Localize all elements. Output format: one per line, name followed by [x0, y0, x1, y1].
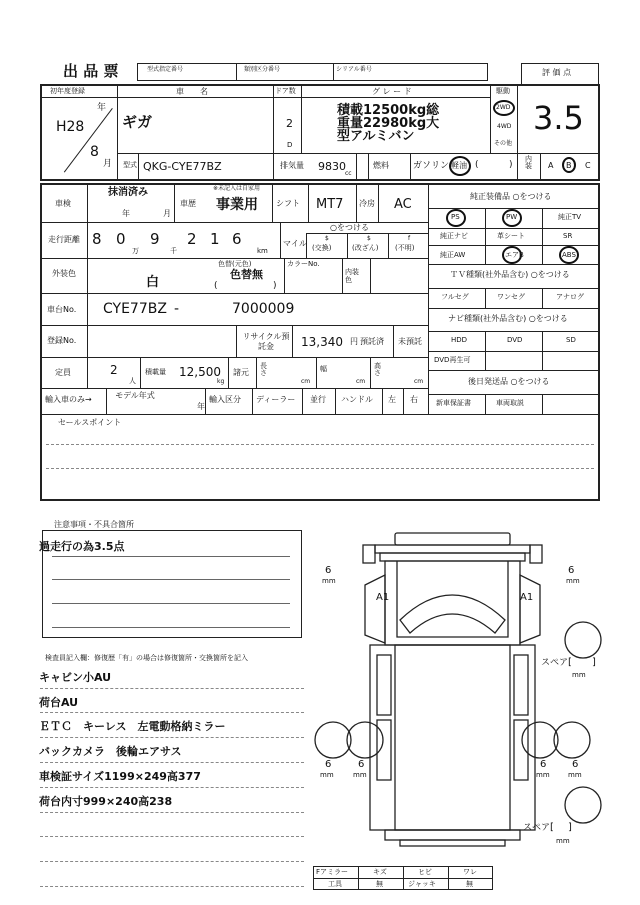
doors-value: 2: [286, 117, 293, 130]
damage-mark-right: A1: [520, 592, 534, 603]
inspector-item-5: 車検証サイズ1199×249高377: [39, 770, 201, 783]
category-label: 類別区分番号: [244, 66, 281, 73]
mileage-digit-5: 1: [210, 230, 220, 248]
mileage-digit-4: 2: [187, 230, 197, 248]
mile-label: マイル: [283, 239, 307, 248]
mileage-label: 走行距離: [48, 235, 80, 244]
nav-hdd: HDD: [451, 336, 468, 344]
grade-label: グ レ ー ド: [372, 87, 412, 96]
grade-line-2: 重量22980kg大: [337, 116, 440, 131]
registration-label: 登録No.: [47, 336, 77, 345]
equip-aw: 純正AW: [440, 251, 466, 259]
mileage-digit-2: 0: [116, 230, 126, 248]
inspector-item-1: キャビン小AU: [39, 671, 112, 684]
height-label: 高さ: [374, 362, 381, 377]
length-label: 長さ: [260, 362, 267, 377]
grade-line-1: 積載12500kg総: [337, 103, 440, 118]
after-title: 後日発送品 ○をつける: [468, 377, 550, 386]
fuel-label: 燃料: [373, 161, 389, 170]
model-label: 型式: [123, 161, 137, 169]
mileage-circle-note: ○をつける: [330, 223, 369, 232]
width-label: 幅: [320, 365, 327, 373]
doors-label: ドア数: [275, 87, 296, 95]
nav-sd: SD: [566, 336, 576, 344]
tv-oneseg: ワンセグ: [497, 293, 525, 301]
nav-dvd: DVD: [507, 336, 523, 344]
mileage-digit-6: 6: [232, 230, 242, 248]
fuel-diesel: 軽油: [451, 161, 467, 170]
inspection-label: 車検: [55, 199, 71, 208]
score-value: 3.5: [533, 99, 584, 137]
displacement-label: 排気量: [280, 161, 304, 170]
first-reg-era: H28: [56, 119, 85, 135]
recycle-label: リサイクル預託金: [242, 332, 290, 351]
legend-r1: 工具: [328, 880, 342, 888]
import-parallel: 並行: [310, 395, 326, 404]
equip-pw: PW: [506, 213, 518, 221]
mileage-digit-3: 9: [150, 230, 160, 248]
legend-h2: キズ: [373, 868, 387, 876]
inspection-status: 抹消済み: [108, 187, 148, 198]
tire-rear-left-outer: 6: [325, 759, 332, 770]
equip-nav: 純正ナビ: [440, 232, 468, 240]
interior-label: 内装: [525, 155, 532, 170]
note-line-1: 過走行の為3.5点: [39, 540, 125, 553]
import-dealer: ディーラー: [256, 395, 296, 404]
notes-title: 注意事項・不具合箇所: [54, 520, 134, 529]
equip-ps: PS: [451, 213, 460, 221]
ac-value: AC: [394, 197, 412, 212]
equipment-title: 純正装備品 ○をつける: [470, 192, 552, 201]
spare-front-label: スペア: [541, 658, 569, 668]
equip-sr: SR: [563, 232, 573, 240]
nav-title: ナビ種類(社外品含む) ○をつける: [448, 314, 568, 323]
inspector-item-2: 荷台AU: [39, 696, 79, 709]
legend-h3: ヒビ: [418, 868, 432, 876]
inspector-item-3: ＥＴＣ キーレス 左電動格納ミラー: [39, 720, 226, 733]
chassis-label: 車台No.: [47, 305, 77, 314]
capacity-label: 定員: [55, 368, 71, 377]
tire-front-right-value: 6: [568, 565, 575, 576]
ac-label: 冷房: [359, 199, 375, 208]
dvd-playback: DVD再生可: [434, 356, 471, 364]
model-value: QKG-CYE77BZ: [143, 160, 222, 173]
equip-airbag: エアB: [505, 251, 524, 259]
model-year-label: モデル年式: [115, 391, 155, 400]
inspector-item-4: バックカメラ 後輪エアサス: [39, 745, 182, 758]
inspector-item-6: 荷台内寸999×240高238: [39, 795, 173, 808]
repaint-label: 色替(元色): [218, 260, 252, 268]
first-reg-label: 初年度登録: [50, 87, 85, 95]
chassis-number: 7000009: [232, 301, 295, 317]
legend-r4: 無: [466, 880, 473, 888]
recycle-deposited: 預託済: [360, 337, 384, 346]
history-label: 車歴: [180, 199, 196, 208]
first-reg-month: 8: [90, 144, 99, 160]
shift-label: シフト: [276, 199, 300, 208]
equip-abs: ABS: [562, 251, 576, 259]
import-label: 輸入車のみ→: [45, 395, 92, 404]
drive-4wd: 4WD: [497, 123, 512, 130]
serial-label: シリアル番号: [336, 66, 372, 73]
sales-point-label: セールスポイント: [58, 418, 122, 427]
after-manual: 車両取説: [496, 399, 524, 407]
drive-label: 駆動: [496, 87, 510, 95]
legend-h1: Fアミラー: [316, 868, 349, 876]
exterior-color: 白: [146, 275, 160, 290]
dims-label: 諸元: [233, 368, 249, 377]
drive-other: その他: [494, 140, 513, 147]
fuel-gasoline: ガソリン: [413, 161, 450, 171]
history-value: 事業用: [216, 197, 258, 213]
legend-r2: 無: [376, 880, 383, 888]
displacement-value: 9830: [318, 160, 346, 173]
capacity-value: 2: [110, 363, 118, 377]
drive-2wd: 2WD: [496, 104, 511, 111]
tv-analog: アナログ: [556, 293, 584, 301]
repaint-value: 色替無: [230, 268, 263, 281]
damage-mark-left: A1: [376, 592, 390, 603]
inspector-title: 検査員記入欄：修復歴「有」の場合は修復箇所・交換箇所を記入: [45, 654, 248, 662]
handle-right: 右: [410, 395, 418, 404]
interior-color-label: 内装色: [345, 268, 359, 285]
legend-r3: ジャッキ: [408, 880, 436, 888]
score-label: 評 価 点: [542, 68, 572, 77]
exterior-color-label: 外装色: [52, 269, 76, 278]
after-warranty: 新車保証書: [436, 399, 471, 407]
recycle-not-deposited: 未預託: [398, 337, 422, 346]
equip-leather: 革シート: [497, 232, 525, 240]
grade-line-3: 型アルミバン: [337, 129, 415, 144]
handle-left: 左: [388, 395, 396, 404]
history-note: ※未記入は自家用: [213, 185, 261, 192]
import-class-label: 輸入区分: [209, 395, 241, 404]
mileage-digit-1: 8: [92, 230, 102, 248]
equip-tv: 純正TV: [558, 213, 582, 221]
load-label: 積載量: [145, 368, 166, 376]
car-name: ギガ: [122, 113, 153, 131]
tire-rear-right-inner: 6: [540, 759, 547, 770]
recycle-amount: 13,340: [301, 335, 343, 349]
car-name-label: 車 名: [176, 87, 208, 96]
color-no-label: カラーNo.: [287, 260, 320, 268]
chassis-prefix: CYE77BZ: [103, 301, 167, 317]
legend-h4: ワレ: [463, 868, 477, 876]
tire-front-left-value: 6: [325, 565, 332, 576]
load-value: 12,500: [179, 365, 221, 379]
tv-fullseg: フルセグ: [441, 293, 469, 301]
spare-rear-label: スペア: [523, 823, 551, 833]
shift-value: MT7: [316, 197, 344, 212]
model-cert-label: 型式指定番号: [147, 66, 184, 73]
sheet-title: 出 品 票: [63, 62, 119, 80]
truck-damage-diagram: [305, 525, 605, 875]
tire-rear-right-outer: 6: [572, 759, 579, 770]
handle-label: ハンドル: [341, 395, 373, 404]
tire-rear-left-inner: 6: [358, 759, 365, 770]
tv-title: ＴＶ種類(社外品含む) ○をつける: [450, 270, 570, 279]
